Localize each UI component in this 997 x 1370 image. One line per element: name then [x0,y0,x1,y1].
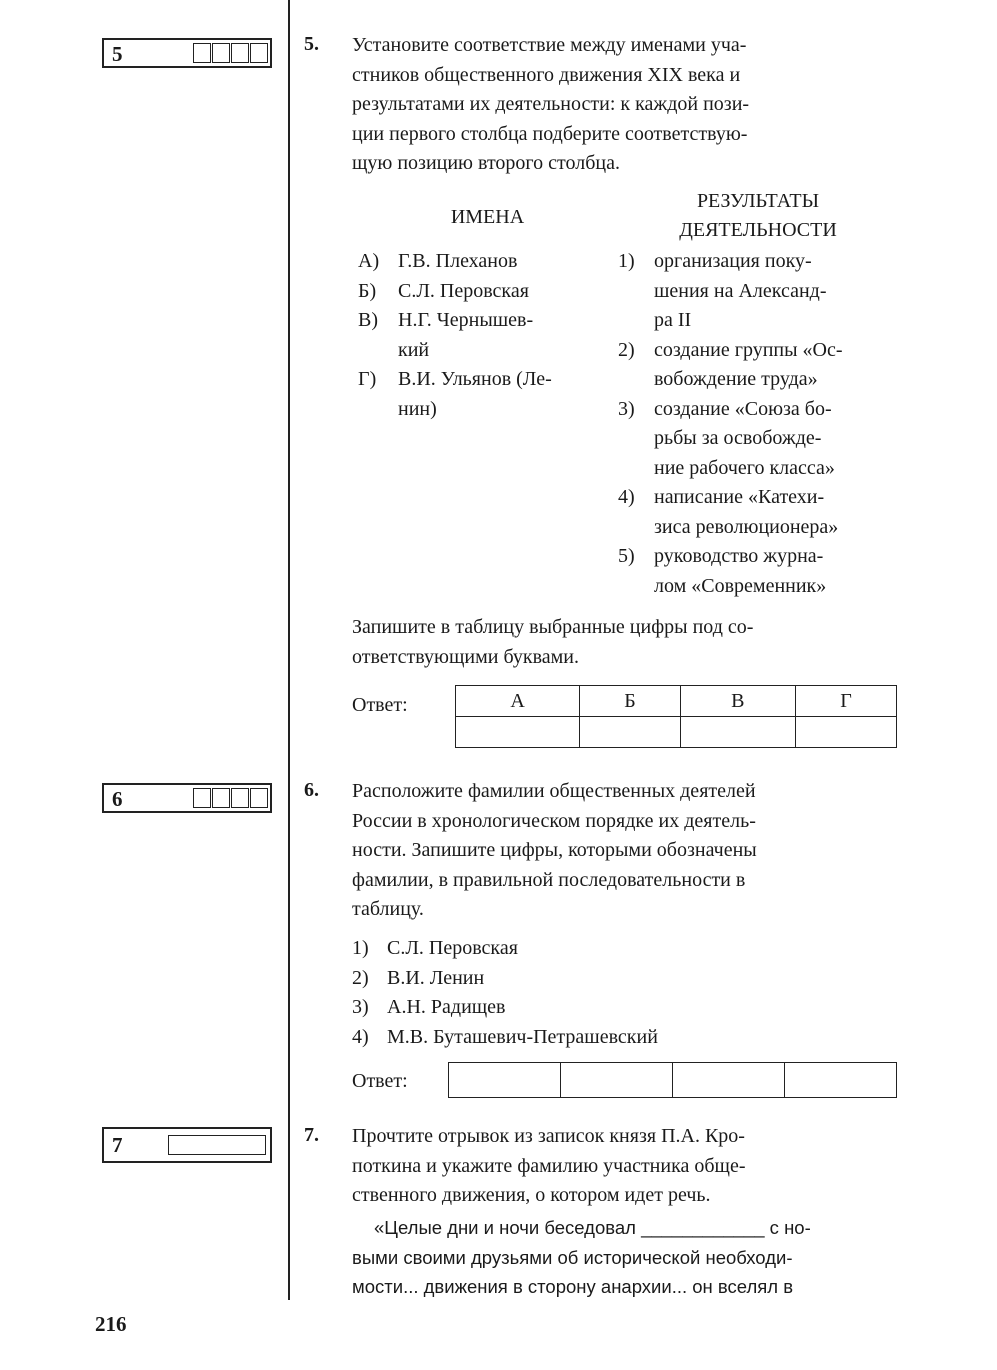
option-item [352,993,802,1023]
text-line: ответствующими буквами. [352,645,579,668]
answer-cell[interactable] [250,788,268,808]
answer-cell[interactable] [231,43,249,63]
task-7-answer-box [102,1127,272,1163]
task-7-answer-field[interactable] [168,1135,266,1155]
name-item [358,365,618,424]
results-column-header [648,187,868,245]
result-item [618,542,900,601]
task-7-question [352,1122,897,1211]
answer-input-1[interactable] [449,1063,561,1098]
answer-header-v: В [680,686,795,717]
text-line: щую позицию второго столбца. [352,152,620,174]
item-text: создание «Союза бо- рьбы за освобожде- ние рабочего класса» [654,397,835,479]
name-item [358,247,618,277]
text-line: Установите соответствие между именами уча- [352,34,747,56]
answer-cell[interactable] [250,43,268,63]
task-6-answer-box [102,783,272,813]
answer-cell[interactable] [231,788,249,808]
item-text: руководство журна- лом «Современник» [654,545,827,597]
text-line: поткина и укажите фамилию участника обще- [352,1154,746,1177]
text-line: таблицу. [352,898,424,920]
excerpt-line: выми своими друзьями об исторической необходи- [352,1246,793,1268]
item-text: Н.Г. Чернышев- [398,309,534,331]
page-number: 216 [95,1312,127,1336]
item-text: В.И. Ульянов (Ле- [398,368,552,390]
item-text: написание «Катехи- зиса революционера» [654,486,839,538]
text-line: Запишите в таблицу выбранные цифры под со- [352,616,754,638]
task-5-answer-box [102,38,272,68]
result-item [618,395,900,484]
text-line: ности. Запишите цифры, которыми обозначены [352,839,757,861]
option-label: 4) [352,1025,369,1048]
item-label: 2) [618,338,635,361]
answer-input-a[interactable] [456,717,580,748]
item-text: С.Л. Перовская [398,279,529,302]
result-item [618,336,900,395]
task-5-number: 5. [304,33,319,55]
result-item [618,247,900,336]
names-column-header: ИМЕНА [450,206,525,228]
answer-input-b[interactable] [580,717,680,748]
option-item [352,1023,802,1053]
option-text: С.Л. Перовская [387,937,518,959]
answer-input-4[interactable] [785,1063,897,1098]
task-6-answer-label: Ответ: [352,1070,408,1092]
task-5-margin-number: 5 [112,42,123,66]
answer-header-g: Г [795,686,896,717]
answer-cell[interactable] [212,788,230,808]
task-5-answer-label: Ответ: [352,694,408,716]
task-5-instruction [352,613,897,672]
option-label: 2) [352,966,369,989]
text-line: фамилии, в правильной последовательности в [352,868,746,891]
header-line: ДЕЯТЕЛЬНОСТИ [679,219,837,241]
name-item [358,306,618,365]
option-item [352,934,802,964]
text-line: ции первого столбца подберите соответствую- [352,122,748,145]
item-label: Г) [358,368,377,390]
margin-divider [288,0,290,1300]
item-label: 5) [618,545,635,567]
item-text: Г.В. Плеханов [398,250,518,272]
item-label: 4) [618,486,635,508]
text-line: Расположите фамилии общественных деятелей [352,780,756,802]
task-7-margin-number: 7 [112,1133,123,1157]
text-line: результатами их деятельности: к каждой пози- [352,93,750,115]
text-line: России в хронологическом порядке их деятель- [352,809,756,832]
option-text: М.В. Буташевич-Петрашевский [387,1025,658,1048]
text-line: стников общественного движения XIX века и [352,63,741,86]
item-text: нин) [398,397,437,420]
option-label: 1) [352,937,369,959]
results-list [618,247,900,601]
item-text: организация поку- шения на Александ- ра II [654,250,827,331]
answer-cell[interactable] [212,43,230,63]
answer-cell[interactable] [193,788,211,808]
name-item [358,277,618,307]
task-6-options [352,934,802,1052]
answer-cell[interactable] [193,43,211,63]
answer-header-b: Б [580,686,680,717]
excerpt-line: «Целые дни и ночи беседовал ____________ с но- [374,1217,811,1238]
item-label: В) [358,309,378,331]
item-text: кий [398,338,430,361]
answer-input-g[interactable] [795,717,896,748]
task-7-number: 7. [304,1124,319,1146]
answer-input-2[interactable] [561,1063,673,1098]
excerpt-line: мости... движения в сторону анархии... он вселял в [352,1276,794,1297]
names-list [358,247,618,424]
item-label: 3) [618,397,635,420]
task-5-answer-table [455,685,897,748]
text-line: Прочтите отрывок из записок князя П.А. Кро- [352,1125,745,1147]
task-6-number: 6. [304,779,319,801]
option-label: 3) [352,996,369,1018]
task-5-question [352,31,897,179]
result-item [618,483,900,542]
option-text: В.И. Ленин [387,966,485,989]
header-line: РЕЗУЛЬТАТЫ [696,190,820,212]
task-7-excerpt [352,1213,897,1302]
task-5-answer-cells [192,43,268,63]
item-label: 1) [618,250,635,272]
option-text: А.Н. Радищев [387,996,506,1018]
task-6-answer-table [448,1062,897,1098]
answer-header-a: А [456,686,580,717]
task-6-answer-cells [192,788,268,808]
option-item [352,964,802,994]
item-label: А) [358,250,380,272]
answer-input-v[interactable] [680,717,795,748]
task-6-question [352,777,897,925]
item-text: создание группы «Ос- вобождение труда» [654,338,843,390]
item-label: Б) [358,279,377,302]
task-6-margin-number: 6 [112,787,123,811]
text-line: ственного движения, о котором идет речь. [352,1184,711,1206]
answer-input-3[interactable] [673,1063,785,1098]
